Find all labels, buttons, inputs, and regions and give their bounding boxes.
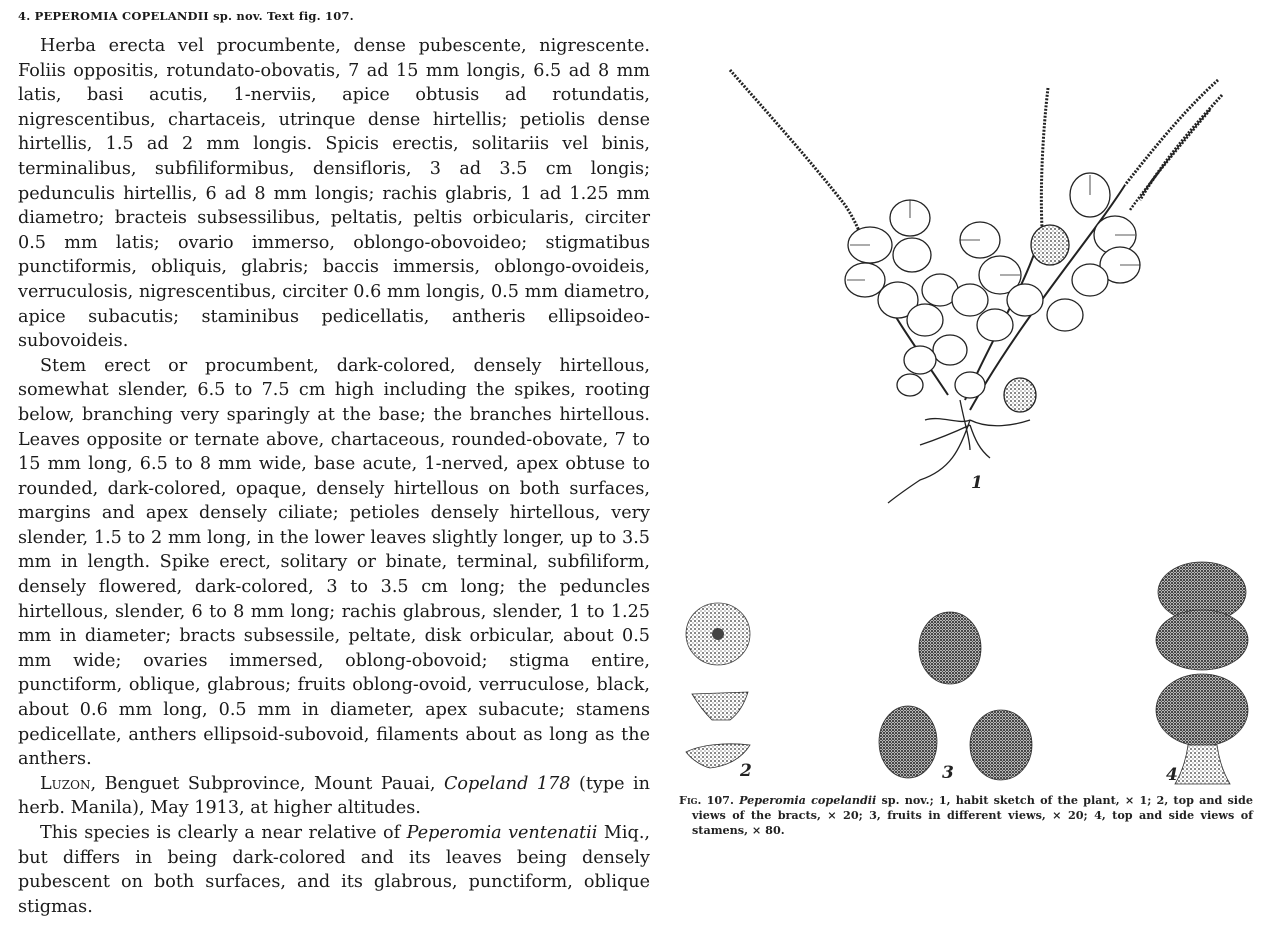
type-info: (type in herb. Manila), May 1913, at higher altitudes. <box>18 773 650 819</box>
locality-paragraph <box>18 772 650 821</box>
locality-rest: , Benguet Subprovince, Mount Pauai, <box>90 773 444 794</box>
related-species: Peperomia ventenatii <box>406 823 598 843</box>
caption-species: Peperomia copelandii <box>739 793 877 807</box>
caption-fig: Fig. 107. <box>679 793 734 807</box>
note-pre: This species is clearly a near relative of <box>40 823 407 843</box>
description-column <box>18 34 650 919</box>
fruit-views <box>879 612 1032 780</box>
english-description: Stem erect or procumbent, dark-colored, densely hirtellous, somewhat slender, 6.5 to 7.5 cm high including the spikes, rooting below, branching very sparingly at the base; the branches hirtellous. Leaves opposite or ternate above, chartaceous, rounded-obovate, 7 to 15 mm long, 6.5 to 8 mm wide, base acute, 1-nerved, apex obtuse to rounded, dark-colored, opaque, densely hirtellous on both surfaces, margins and apex densely ciliate; petioles densely hirtellous, very slender, 1.5 to 2 mm long, in the lower leaves slightly longer, up to 3.5 mm in length. Spike erect, solitary or binate, terminal, subfiliform, densely flowered, dark-colored, 3 to 3.5 cm long; the peduncles hirtellous, slender, 6 to 8 mm long; rachis glabrous, slender, 1 to 1.25 mm in diameter; bracts subsessile, peltate, disk orbicular, about 0.5 mm wide; ovaries immersed, oblong-obovoid; stigma entire, punctiform, oblique, glabrous; fruits oblong-ovoid, verruculose, black, about 0.6 mm long, 0.5 mm in diameter, apex subacute; stamens pedicellate, anthers ellipsoid-subovoid, filaments about as long as the anthers. <box>18 355 650 770</box>
label-1: 1 <box>971 473 983 493</box>
stamen-views <box>1156 562 1248 784</box>
bract-views <box>686 603 750 768</box>
label-2: 2 <box>740 761 752 781</box>
label-4: 4 <box>1166 765 1178 785</box>
label-3: 3 <box>942 763 954 783</box>
latin-description: Herba erecta vel procumbente, dense pubescente, nigrescente. Foliis oppositis, rotundato-obovatis, 7 ad 15 mm longis, 6.5 ad 8 mm latis, basi acutis, 1-nerviis, apice obtusis ad rotundatis, nigrescentibus, chartaceis, utrinque dense hirtellis; petiolis dense hirtellis, 1.5 ad 2 mm longis. Spicis erectis, solitariis vel binis, terminalibus, subfiliformibus, densifloris, 3 ad 3.5 cm longis; pedunculis hirtellis, 6 ad 8 mm longis; rachis glabris, 1 ad 1.25 mm diametro; bracteis subsessilibus, peltatis, peltis orbicularis, circiter 0.5 mm latis; ovario immerso, oblongo-obovoideo; stigmatibus punctiformis, obliquis, glabris; baccis immersis, oblongo-ovoideis, verruculosis, nigrescentibus, circiter 0.6 mm longis, 0.5 mm diametro, apice subacutis; staminibus pedicellatis, antheris ellipsoideo-subovoideis. <box>18 36 650 352</box>
species-heading: 4. PEPEROMIA COPELANDII sp. nov. Text fig. 107. <box>18 9 354 23</box>
figure-caption <box>679 793 1253 838</box>
habit-sketch <box>730 70 1222 503</box>
relationship-note <box>18 821 650 919</box>
note-post: Miq., but differs in being dark-colored and its leaves being densely pubescent on both surfaces, and its glabrous, punctiform, oblique stigmas. <box>18 823 651 917</box>
locality-place: Luzon <box>40 773 91 794</box>
collector: Copeland 178 <box>443 773 571 794</box>
caption-text: sp. nov.; 1, habit sketch of the plant, × 1; 2, top and side views of the bracts, × 20; 3, fruits in different views, × 20; 4, top and side views of stamens, × 80. <box>692 793 1253 837</box>
